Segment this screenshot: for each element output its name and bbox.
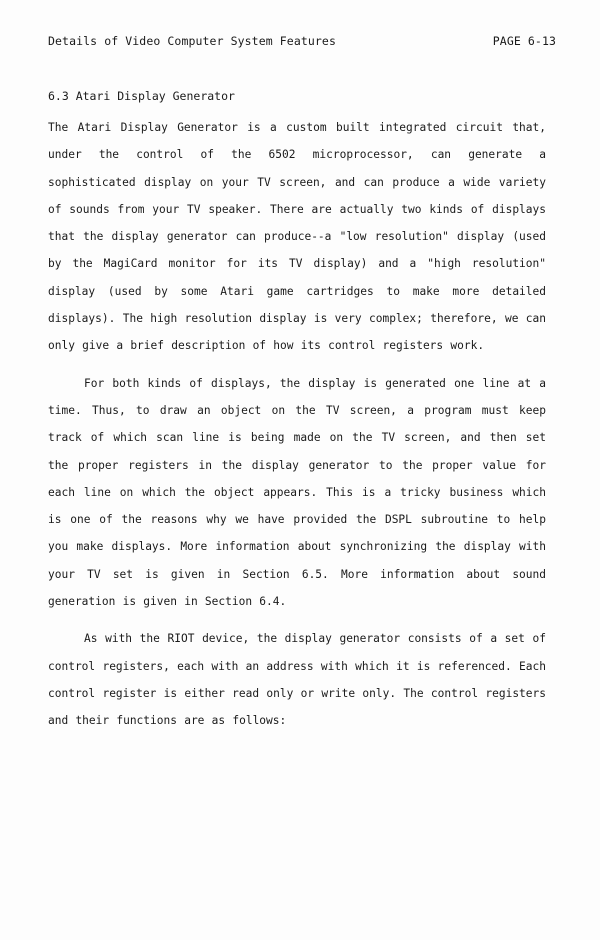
header-title: Details of Video Computer System Features [48, 34, 336, 48]
paragraph-scan-lines: For both kinds of displays, the display is generated one line at a time. Thus, to draw an object on the TV screen, a program must keep track of which scan line is being made on the TV screen, and then set the proper registers in the display generator to the proper value for each line on which the object appears. This is a tricky business which is one of the reasons why we have provided the DSPL subroutine to help you make displays. More information about synchronizing the display with your TV set is given in Section 6.5. More information about sound generation is given in Section 6.4. [48, 376, 546, 609]
page-number: PAGE 6-13 [492, 34, 556, 48]
body-text [48, 114, 546, 745]
paragraph-intro: The Atari Display Generator is a custom built integrated circuit that, under the control of the 6502 microprocessor, can generate a sophisticated display on your TV screen, and can produce a wide variety of sounds from your TV speaker. There are actually two kinds of displays that the display generator can produce--a "low resolution" display (used by the MagiCard monitor for its TV display) and a "high resolution" display (used by some Atari game cartridges to make more detailed displays). The high resolution display is very complex; therefore, we can only give a brief description of how its control registers work. [48, 121, 546, 353]
paragraph-control-registers: As with the RIOT device, the display generator consists of a set of control registers, each with an address with which it is referenced. Each control register is either read only or write only. The control registers and their functions are as follows: [48, 632, 546, 728]
section-heading: 6.3 Atari Display Generator [48, 89, 235, 103]
